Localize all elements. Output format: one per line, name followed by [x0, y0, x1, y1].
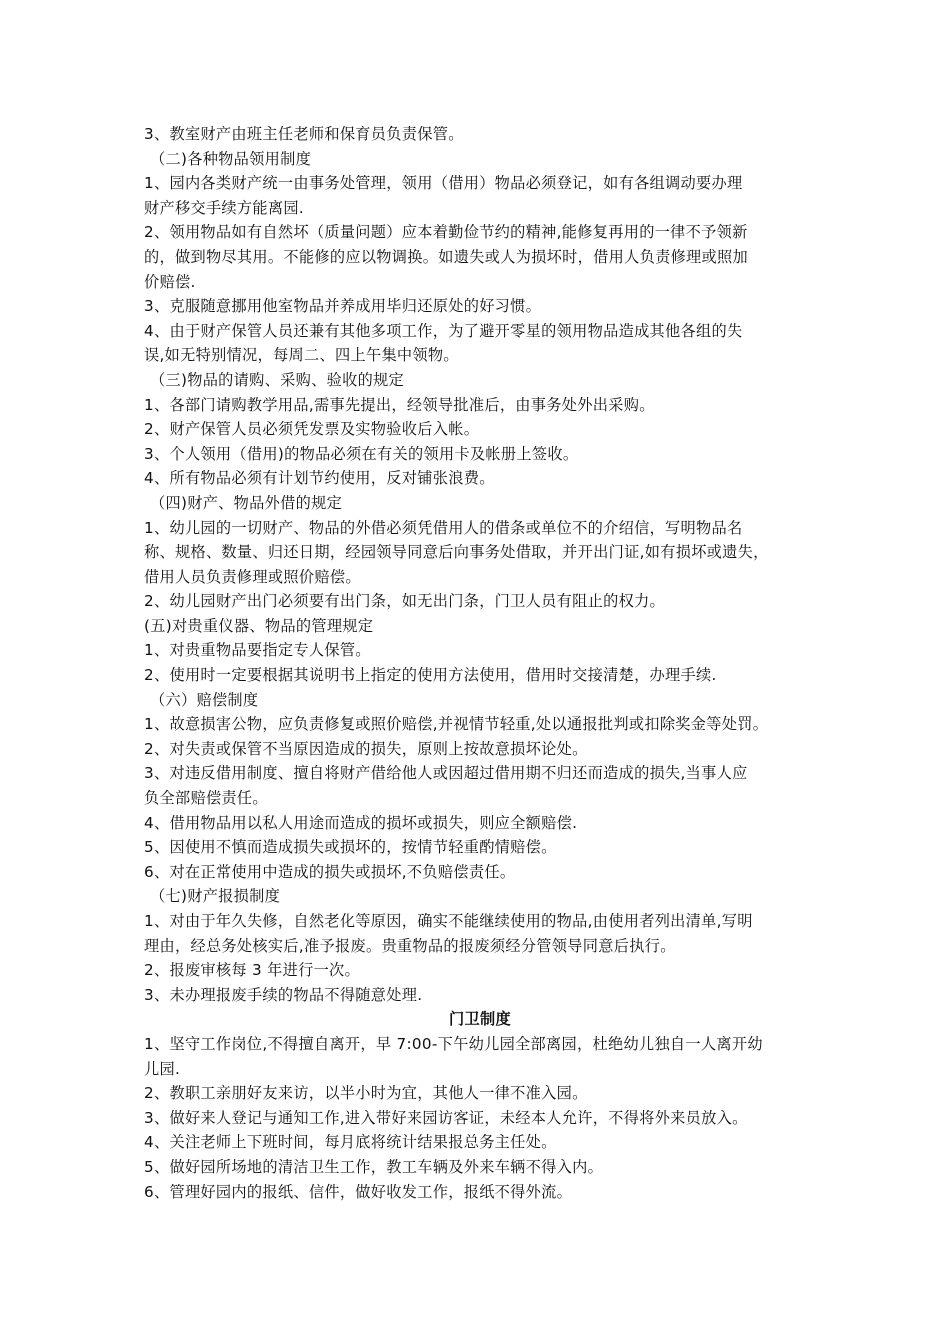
- text-line: 5、因使用不慎而造成损失或损坏的，按情节轻重酌情赔偿。: [144, 838, 557, 857]
- text-line: 2、对失责或保管不当原因造成的损失，原则上按故意损坏论处。: [144, 739, 588, 758]
- text-line: 3、教室财产由班主任老师和保育员负责保管。: [144, 125, 464, 143]
- text-line: 3、个人领用（借用)的物品必须在有关的领用卡及帐册上签收。: [144, 444, 579, 463]
- text-line: 5、做好园所场地的清洁卫生工作，教工车辆及外来车辆不得入内。: [144, 1157, 604, 1176]
- text-line: 3、对违反借用制度、擅自将财产借给他人或因超过借用期不归还而造成的损失,当事人应: [144, 764, 748, 783]
- text-line: 负全部赔偿责任。: [144, 789, 268, 808]
- text-line: 借用人员负责修理或照价赔偿。: [144, 567, 361, 586]
- text-line: 3、未办理报废手续的物品不得随意处理.: [144, 985, 423, 1004]
- text-line: 6、管理好园内的报纸、信件，做好收发工作，报纸不得外流。: [144, 1182, 573, 1201]
- text-line: 误,如无特别情况，每周二、四上午集中领物。: [144, 346, 459, 365]
- text-line: 3、克服随意挪用他室物品并养成用毕归还原处的好习惯。: [144, 297, 542, 316]
- text-line: 4、借用物品用以私人用途而造成的损坏或损失，则应全额赔偿.: [144, 813, 578, 832]
- text-line: 1、对由于年久失修，自然老化等原因，确实不能继续使用的物品,由使用者列出清单,写明: [144, 912, 753, 930]
- text-line: 2、教职工亲朋好友来访，以半小时为宜，其他人一律不准入园。: [144, 1084, 588, 1103]
- section-heading: （三)物品的请购、采购、验收的规定: [150, 370, 405, 389]
- text-line: 2、报废审核每 3 年进行一次。: [144, 961, 361, 980]
- text-line: 1、各部门请购教学用品,需事先提出，经领导批准后，由事务处外出采购。: [144, 395, 655, 414]
- document-body: [144, 122, 816, 1204]
- text-line: 3、做好来人登记与通知工作,进入带好来园访客证，未经本人允许，不得将外来员放入。: [144, 1108, 748, 1127]
- section-title: 门卫制度: [449, 1010, 511, 1029]
- text-line: 2、使用时一定要根据其说明书上指定的使用方法使用，借用时交接清楚，办理手续.: [144, 666, 717, 685]
- text-line: 1、故意损害公物，应负责修复或照价赔偿,并视情节轻重,处以通报批判或扣除奖金等处罚。: [144, 715, 769, 734]
- text-line: 称、规格、数量、归还日期，经园领导同意后向事务处借取，并开出门证,如有损坏或遗失，: [144, 543, 769, 562]
- text-line: 4、所有物品必须有计划节约使用，反对铺张浪费。: [144, 469, 495, 488]
- text-line: 1、幼儿园的一切财产、物品的外借必须凭借用人的借条或单位不的介绍信，写明物品名: [144, 518, 743, 537]
- section-heading: （四)财产、物品外借的规定: [150, 493, 343, 512]
- section-heading: （六）赔偿制度: [150, 690, 259, 709]
- text-line: 的，做到物尽其用。不能修的应以物调换。如遗失或人为损坏时，借用人负责修理或照加: [144, 247, 749, 266]
- section-heading: （七)财产报损制度: [150, 887, 281, 906]
- text-line: 1、园内各类财产统一由事务处管理，领用（借用）物品必须登记，如有各组调动要办理: [144, 174, 743, 193]
- section-heading: （二)各种物品领用制度: [150, 149, 312, 168]
- text-line: 理由，经总务处核实后,准予报废。贵重物品的报废须经分管领导同意后执行。: [144, 936, 676, 955]
- text-line: 2、幼儿园财产出门必须要有出门条，如无出门条，门卫人员有阻止的权力。: [144, 592, 666, 611]
- text-line: 2、领用物品如有自然坏（质量问题）应本着勤俭节约的精神,能修复再用的一律不予领新: [144, 223, 748, 242]
- text-line: 1、坚守工作岗位,不得擅自离开，早 7:00-下午幼儿园全部离园，杜绝幼儿独自一人离开幼: [144, 1034, 763, 1053]
- text-line: 1、对贵重物品要指定专人保管。: [144, 641, 371, 660]
- text-line: 儿园.: [144, 1059, 181, 1078]
- text-line: (五)对贵重仪器、物品的管理规定: [144, 616, 374, 635]
- text-line: 财产移交手续方能离园.: [144, 198, 305, 217]
- text-line: 4、由于财产保管人员还兼有其他多项工作，为了避开零星的领用物品造成其他各组的失: [144, 321, 743, 340]
- text-line: 6、对在正常使用中造成的损失或损坏,不负赔偿责任。: [144, 862, 516, 881]
- text-line: 4、关注老师上下班时间，每月底将统计结果报总务主任处。: [144, 1133, 557, 1152]
- text-line: 2、财产保管人员必须凭发票及实物验收后入帐。: [144, 420, 480, 439]
- text-line: 价赔偿.: [144, 272, 196, 291]
